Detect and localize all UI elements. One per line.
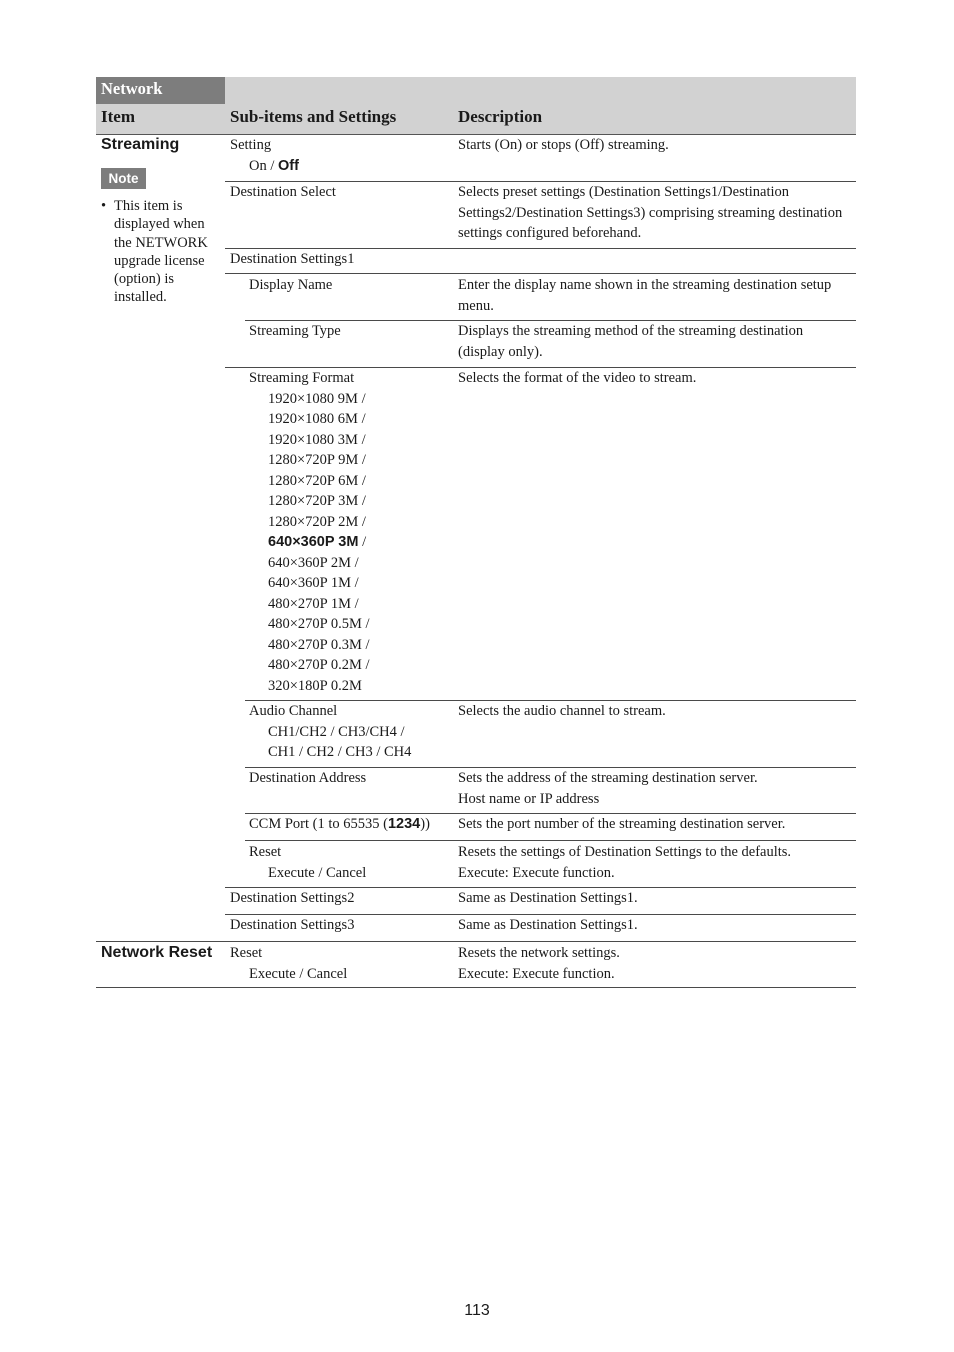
streaming-format-option: 1920×1080 9M / [268, 390, 366, 407]
column-header-sub-items: Sub-items and Settings [230, 107, 397, 126]
item-divider [96, 941, 856, 942]
item-streaming: Streaming [101, 136, 180, 153]
note-bullet: • [101, 198, 107, 214]
sub-item-streaming-format [249, 368, 370, 696]
audio-channel-option: CH1 / CH2 / CH3 / CH4 [268, 744, 412, 760]
sub-item-setting [230, 135, 299, 176]
streaming-format-option: 640×360P 2M / [268, 554, 359, 571]
streaming-format-option: 320×180P 0.2M [268, 677, 362, 694]
streaming-format-option: 1280×720P 3M / [268, 493, 366, 509]
reset-options: Execute / Cancel [268, 864, 367, 881]
streaming-format-option: 480×270P 0.5M / [268, 616, 370, 632]
item-network-reset: Network Reset [101, 944, 213, 961]
table-header [96, 77, 856, 135]
desc-display-name: Enter the display name shown in the streaming destination setup menu. [458, 277, 832, 314]
desc-destination-settings2: Same as Destination Settings1. [458, 890, 638, 906]
sub-item-destination-settings1: Destination Settings1 [230, 251, 355, 267]
streaming-format-option: 1920×1080 3M / [268, 431, 366, 448]
desc-line: Resets the settings of Destination Settings to the defaults. [458, 844, 792, 860]
network-reset-options: Execute / Cancel [249, 965, 348, 982]
sub-item-destination-settings2: Destination Settings2 [230, 890, 355, 906]
desc-line: Host name or IP address [458, 790, 600, 807]
desc-destination-address [458, 768, 848, 809]
sub-item-destination-address: Destination Address [249, 770, 367, 786]
option-separator: / [266, 157, 279, 174]
default-format: 640×360P 3M [268, 534, 359, 550]
streaming-format-option: 480×270P 0.3M / [268, 636, 370, 653]
ccm-port-label-end: )) [420, 816, 430, 832]
column-header-description: Description [458, 107, 543, 126]
sub-item-ccm-port [249, 814, 430, 835]
desc-line: Execute: Execute function. [458, 864, 615, 881]
desc-ccm-port: Sets the port number of the streaming destination server. [458, 816, 786, 832]
desc-setting: Starts (On) or stops (Off) streaming. [458, 137, 669, 153]
desc-line: Sets the address of the streaming destination server. [458, 770, 758, 786]
streaming-format-option: 1280×720P 9M / [268, 452, 366, 468]
audio-channel-label: Audio Channel [249, 703, 338, 719]
desc-streaming-type: Displays the streaming method of the streaming destination (display only). [458, 323, 804, 360]
reset-label: Reset [249, 844, 282, 860]
table-bottom-border [96, 987, 856, 988]
streaming-format-label: Streaming Format [249, 370, 355, 386]
row-divider [225, 273, 856, 274]
note-text: This item is displayed when the NETWORK upgrade license (option) is installed. [114, 198, 208, 306]
streaming-format-option: 640×360P 1M / [268, 575, 359, 591]
table-body [96, 135, 856, 988]
network-reset-label: Reset [230, 945, 263, 961]
desc-destination-settings3: Same as Destination Settings1. [458, 917, 638, 933]
streaming-format-option: 1280×720P 2M / [268, 513, 366, 530]
desc-reset [458, 842, 848, 883]
sub-item-streaming-type: Streaming Type [249, 323, 341, 339]
option-off-default: Off [278, 157, 299, 174]
streaming-format-option: 1920×1080 6M / [268, 411, 366, 427]
desc-destination-select: Selects preset settings (Destination Settings1/Destination Settings2/Destination Settings3) comprising streaming destination settings configured beforehand. [458, 184, 843, 241]
ccm-port-label: CCM Port (1 to 65535 ( [249, 816, 388, 832]
setting-options [230, 156, 299, 177]
sub-item-display-name: Display Name [249, 277, 333, 293]
sub-item-destination-select: Destination Select [230, 184, 336, 200]
row-divider [245, 840, 856, 841]
desc-line: Execute: Execute function. [458, 965, 615, 982]
column-header-item: Item [101, 107, 135, 126]
note-badge: Note [101, 168, 146, 189]
desc-network-reset [458, 943, 848, 984]
sub-item-audio-channel [249, 701, 411, 763]
ccm-port-default: 1234 [387, 816, 421, 832]
desc-audio-channel: Selects the audio channel to stream. [458, 703, 666, 719]
audio-channel-option: CH1/CH2 / CH3/CH4 / [268, 723, 405, 740]
settings-table [96, 77, 856, 982]
streaming-format-option: 480×270P 0.2M / [268, 657, 370, 673]
page-number: 113 [464, 1302, 490, 1319]
sub-item-destination-settings3: Destination Settings3 [230, 917, 355, 933]
desc-line: Resets the network settings. [458, 945, 620, 961]
desc-streaming-format: Selects the format of the video to stream. [458, 370, 697, 386]
streaming-format-option: 1280×720P 6M / [268, 472, 366, 489]
streaming-format-options [249, 389, 370, 697]
streaming-format-option: 640×360P 3M / [268, 534, 367, 550]
section-tab: Network [96, 77, 225, 104]
sub-item-reset [249, 842, 366, 883]
setting-label: Setting [230, 137, 272, 153]
option-on: On [249, 157, 267, 174]
sub-item-network-reset [230, 943, 347, 984]
streaming-format-option: 480×270P 1M / [268, 595, 359, 612]
